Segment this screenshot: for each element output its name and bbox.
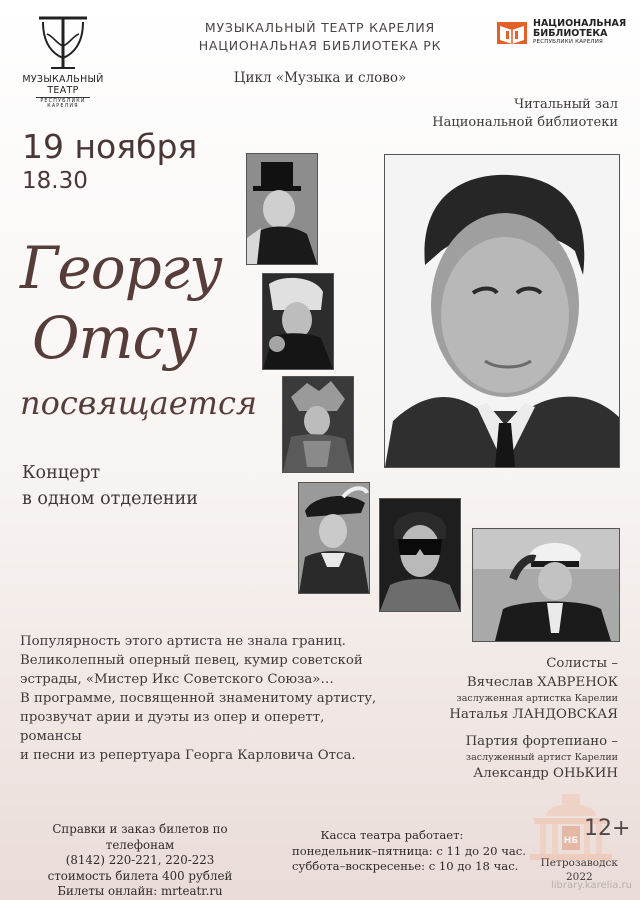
ticket-contacts (20, 822, 260, 900)
photo-portrait-main (384, 154, 620, 468)
pianist-name: Александр ОНЬКИН (473, 766, 618, 781)
photo-top-hat (246, 153, 318, 265)
watermark-url: library.karelia.ru (550, 880, 632, 891)
title-line3: посвящается (20, 384, 258, 422)
event-time: 18.30 (22, 168, 88, 194)
theatre-logo-line1: МУЗЫКАЛЬНЫЙ (22, 74, 104, 85)
age-rating-badge: 12+ (584, 816, 631, 841)
cycle-title: Цикл «Музыка и слово» (233, 70, 407, 86)
photo-sailor-cap (472, 528, 620, 642)
venue-line1: Читальный зал (514, 97, 618, 112)
venue (432, 96, 618, 132)
description-line: эстрады, «Мистер Икс Советского Союза»… (20, 672, 334, 687)
library-logo-line3: РЕСПУБЛИКИ КАРЕЛИЯ (533, 39, 604, 45)
contacts-phones: (8142) 220-221, 220-223 (65, 853, 215, 867)
soloist-name-1: Вячеслав ХАВРЕНОК (466, 675, 618, 690)
soloists-heading: Солисты – (546, 656, 618, 671)
title-line1: Георгу (20, 234, 222, 302)
year: 2022 (565, 871, 593, 883)
organizer-theatre: МУЗЫКАЛЬНЫЙ ТЕАТР КАРЕЛИЯ (204, 20, 436, 35)
photo-musketeer-role (298, 482, 370, 594)
concert-line2: в одном отделении (22, 489, 198, 509)
venue-line2: Национальной библиотеки (432, 115, 618, 130)
organizer-library: НАЦИОНАЛЬНАЯ БИБЛИОТЕКА РК (198, 38, 442, 53)
theatre-logo-line3: РЕСПУБЛИКИ КАРЕЛИЯ (36, 97, 90, 109)
box-office-heading: Касса театра работает: (320, 828, 464, 842)
theatre-logo-line2: ТЕАТР (47, 85, 79, 96)
photo-hooded-role (262, 273, 334, 370)
library-logo (497, 18, 627, 52)
contacts-line: Справки и заказ билетов по телефонам (52, 822, 228, 852)
library-logo-line2: БИБЛИОТЕКА (533, 28, 608, 39)
concert-line1: Концерт (22, 463, 101, 483)
photo-costume-role (282, 376, 354, 473)
library-book-icon (497, 20, 527, 46)
description-line: В программе, посвященной знаменитому артисту, (20, 691, 377, 706)
library-logo-line1: НАЦИОНАЛЬНАЯ (533, 18, 627, 29)
soloist-title-2: заслуженная артистка Карелии (456, 693, 618, 704)
description-line: Популярность этого артиста не знала границ. (20, 634, 346, 649)
title-line2: Отсу (32, 304, 197, 372)
theatre-logo (18, 14, 108, 109)
event-description (20, 632, 390, 765)
pianist-title: заслуженный артист Карелии (465, 752, 618, 763)
concert-info (22, 460, 198, 512)
watermark-monogram: НБ (563, 836, 579, 846)
soloist-name-2: Наталья ЛАНДОВСКАЯ (449, 707, 618, 722)
theatre-emblem-icon (33, 14, 93, 72)
description-line: и песни из репертуара Георга Карловича Отса. (20, 748, 356, 763)
photo-mister-x-mask (379, 498, 461, 612)
city: Петрозаводск (540, 857, 618, 869)
box-office-weekend: суббота–воскресенье: с 10 до 18 час. (292, 859, 519, 873)
tickets-online: Билеты онлайн: mrteatr.ru (57, 884, 223, 898)
description-line: Великолепный оперный певец, кумир советской (20, 653, 363, 668)
description-line: прозвучат арии и дуэты из опер и оперетт, романсы (20, 710, 325, 744)
piano-heading: Партия фортепиано – (465, 734, 618, 749)
box-office-hours (292, 828, 532, 875)
box-office-weekdays: понедельник–пятница: с 11 до 20 час. (292, 843, 526, 858)
ticket-price: стоимость билета 400 рублей (47, 868, 233, 883)
performers (449, 654, 618, 783)
event-date: 19 ноября (22, 127, 198, 166)
